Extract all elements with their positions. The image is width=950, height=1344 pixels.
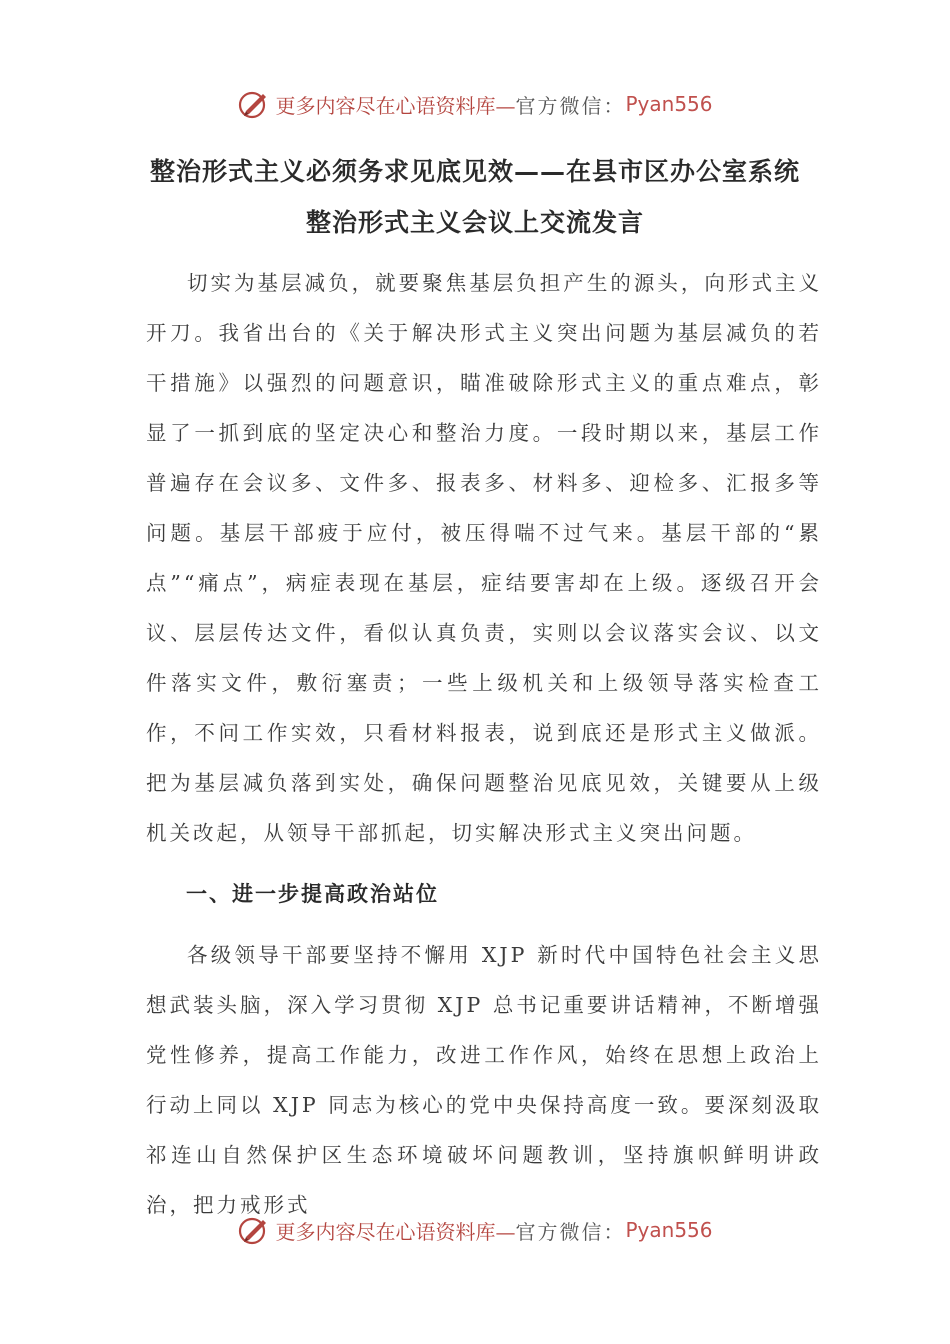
wechat-id: Pyan556 — [625, 92, 713, 116]
paragraph: 各级领导干部要坚持不懈用 XJP 新时代中国特色社会主义思想武装头脑，深入学习贯彻 XJP 总书记重要讲话精神，不断增强党性修养，提高工作能力，改进工作作风，始终在思想上政治上行动上同以 XJP 同志为核心的党中央保持高度一致。要深刻汲取祁连山自然保护区生态环境破坏问题教训，坚持旗帜鲜明讲政治，把力戒形式 — [146, 943, 822, 1217]
document-title-line2: 整治形式主义会议上交流发言 — [305, 208, 644, 237]
document-body — [146, 258, 822, 1230]
wechat-label: 官方微信： — [515, 1219, 626, 1244]
document-title-line1: 整治形式主义必须务求见底见效——在县市区办公室系统 — [149, 157, 800, 186]
watermark-text: 更多内容尽在心语资料库— — [275, 1219, 516, 1244]
pen-icon — [237, 1213, 271, 1247]
watermark-footer — [0, 1212, 950, 1248]
section-heading: 一、进一步提高政治站位 — [186, 882, 439, 906]
watermark-text: 更多内容尽在心语资料库— — [275, 93, 516, 118]
wechat-label: 官方微信： — [515, 93, 626, 118]
watermark-header — [0, 86, 950, 122]
wechat-id: Pyan556 — [625, 1218, 713, 1242]
pen-icon — [237, 87, 271, 121]
paragraph: 切实为基层减负，就要聚焦基层负担产生的源头，向形式主义开刀。我省出台的《关于解决形式主义突出问题为基层减负的若干措施》以强烈的问题意识，瞄准破除形式主义的重点难点，彰显了一抓到底的坚定决心和整治力度。一段时期以来，基层工作普遍存在会议多、文件多、报表多、材料多、迎检多、汇报多等问题。基层干部疲于应付，被压得喘不过气来。基层干部的“累点”“痛点”，病症表现在基层，症结要害却在上级。逐级召开会议、层层传达文件，看似认真负责，实则以会议落实会议、以文件落实文件，敷衍塞责；一些上级机关和上级领导落实检查工作，不问工作实效，只看材料报表，说到底还是形式主义做派。把为基层减负落到实处，确保问题整治见底见效，关键要从上级机关改起，从领导干部抓起，切实解决形式主义突出问题。 — [146, 271, 822, 845]
